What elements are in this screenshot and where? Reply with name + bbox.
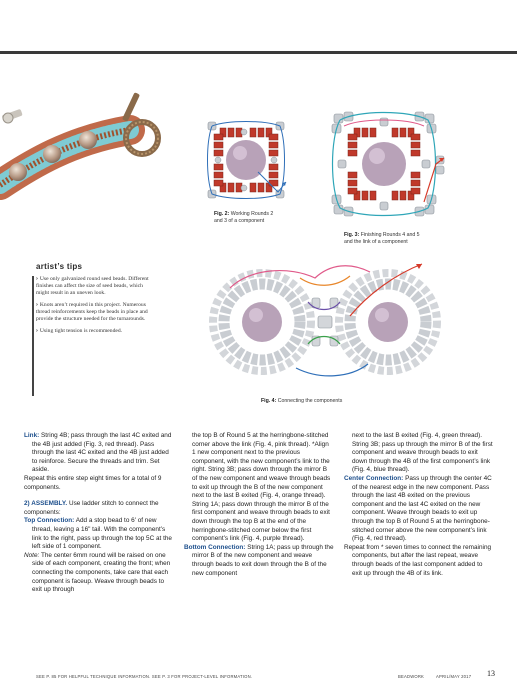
caption-label: Fig. 2: <box>214 211 230 217</box>
paragraph: next to the last B exited (Fig. 4, green thread). String 3B; pass up through the mirror B of the first component and weave through beads to exit down through the 4B of the first component’s link (Fig. 4, blue thread). <box>352 432 493 474</box>
run-in-label: Top Connection: <box>24 517 75 525</box>
paragraph-text: The center 6mm round will be raised on one side of each component, creating the front; when connecting the components, take care that each component is faceup. Weave through beads to exit up through <box>32 551 171 594</box>
tip-text: Using tight tension is recommended. <box>39 328 123 334</box>
caption-text: Finishing Rounds 4 and 5 <box>359 232 420 238</box>
tip-text: Use only galvanized round seed beads. Different finishes can affect the size of seed beads, which might result in an uneven look. <box>36 276 149 296</box>
tips-title: artist’s tips <box>36 262 83 271</box>
caption-label: Fig. 4: <box>261 398 277 404</box>
body-column-2 <box>184 432 334 578</box>
chevron-right-icon: › <box>36 328 38 334</box>
paragraph-text: Use ladder stitch to connect the components: <box>24 500 159 516</box>
paragraph-text: String 4B; pass through the last 4C exited and the 4B just added (Fig. 3, red thread). Pass through the last 4C exited and the 4B just added to reinforce. Secure the threads and trim. Set aside. <box>32 432 172 474</box>
caption-text: Working Rounds 2 <box>229 211 274 217</box>
page-number: 13 <box>487 669 495 678</box>
step-heading: 2) ASSEMBLY. <box>24 500 68 508</box>
tip-text: Knots aren’t required in this project. Numerous thread reinforcements keep the beads in place and provide the structure needed for the turnarounds. <box>36 302 148 322</box>
paragraph <box>24 517 174 551</box>
footer-magazine: BEADWORK <box>398 674 425 679</box>
caption-text: and 3 of a component <box>214 217 265 224</box>
figure-2-caption <box>214 211 273 224</box>
figure-2-diagram <box>198 112 294 208</box>
chevron-right-icon: › <box>36 302 38 308</box>
figure-4-diagram <box>200 258 460 393</box>
paragraph: the top B of Round 5 at the herringbone-stitched corner above the link (Fig. 4, pink thread). *Align 1 new component next to the previous component, with the new component’s link to the right. String 3B; pass down through the mirror B of the new component and weave through beads to exit up through the B of the new component next to the last B exited (Fig. 4, orange thread). String 1A; pass down through the mirror B of the first component and weave through beads to exit down through the top B at the end of the herringbone-stitched corner below the first component’s link (Fig. 4, purple thread). <box>192 432 331 543</box>
tips-bar <box>32 276 34 396</box>
paragraph <box>344 475 494 544</box>
chevron-right-icon: › <box>36 276 38 282</box>
paragraph: Repeat this entire step eight times for a total of 9 components. <box>24 474 162 491</box>
tip-item <box>36 302 154 323</box>
caption-text: Connecting the components <box>276 398 343 404</box>
paragraph <box>184 544 334 578</box>
paragraph-text: String 1A; pass up through the mirror B of the new component and weave through beads to exit down through the B of the new component <box>192 543 334 577</box>
paragraph-text: Pass up through the center 4C of the nearest edge in the new component. Pass through the last 4B exited on the previous component and the last 4C exited on the new component. Weave through beads to exit up through the top B of Round 5 at the herringbone-stitched corner above the new component’s link (Fig. 4, red thread). <box>352 474 492 543</box>
top-rule <box>0 51 517 54</box>
note-label: Note: <box>24 551 40 559</box>
tip-item <box>36 276 154 297</box>
footer-note: SEE P. 85 FOR HELPFUL TECHNIQUE INFORMATION. SEE P. 3 FOR PROJECT-LEVEL INFORMATION. <box>36 674 253 679</box>
paragraph: Repeat from * seven times to connect the remaining components, but after the last repeat, weave through beads of the last component added to exit up through the 4B of its link. <box>344 543 492 577</box>
paragraph-text: Add a stop bead to 6' of new thread, leaving a 16" tail. With the component’s link to the right, pass up through the top 5C at the left side of 1 component. <box>32 517 172 551</box>
footer-issue: APRIL/MAY 2017 <box>436 674 472 679</box>
component-right <box>339 273 437 371</box>
artist-tips-box <box>36 262 154 340</box>
body-column-1 <box>24 432 174 595</box>
body-column-3 <box>344 432 494 578</box>
figure-4-caption <box>261 398 342 405</box>
caption-label: Fig. 3: <box>344 232 360 238</box>
paragraph <box>24 500 174 517</box>
run-in-label: Center Connection: <box>344 474 404 482</box>
bracelet-photo <box>0 90 185 230</box>
caption-text: and the link of a component <box>344 238 408 245</box>
run-in-label: Link: <box>24 432 40 439</box>
component-left <box>213 273 311 371</box>
paragraph <box>24 552 174 595</box>
paragraph <box>24 432 174 475</box>
figure-3-diagram <box>318 98 450 230</box>
figure-3-caption <box>344 232 420 245</box>
tip-item <box>36 328 154 335</box>
run-in-label: Bottom Connection: <box>184 543 246 551</box>
